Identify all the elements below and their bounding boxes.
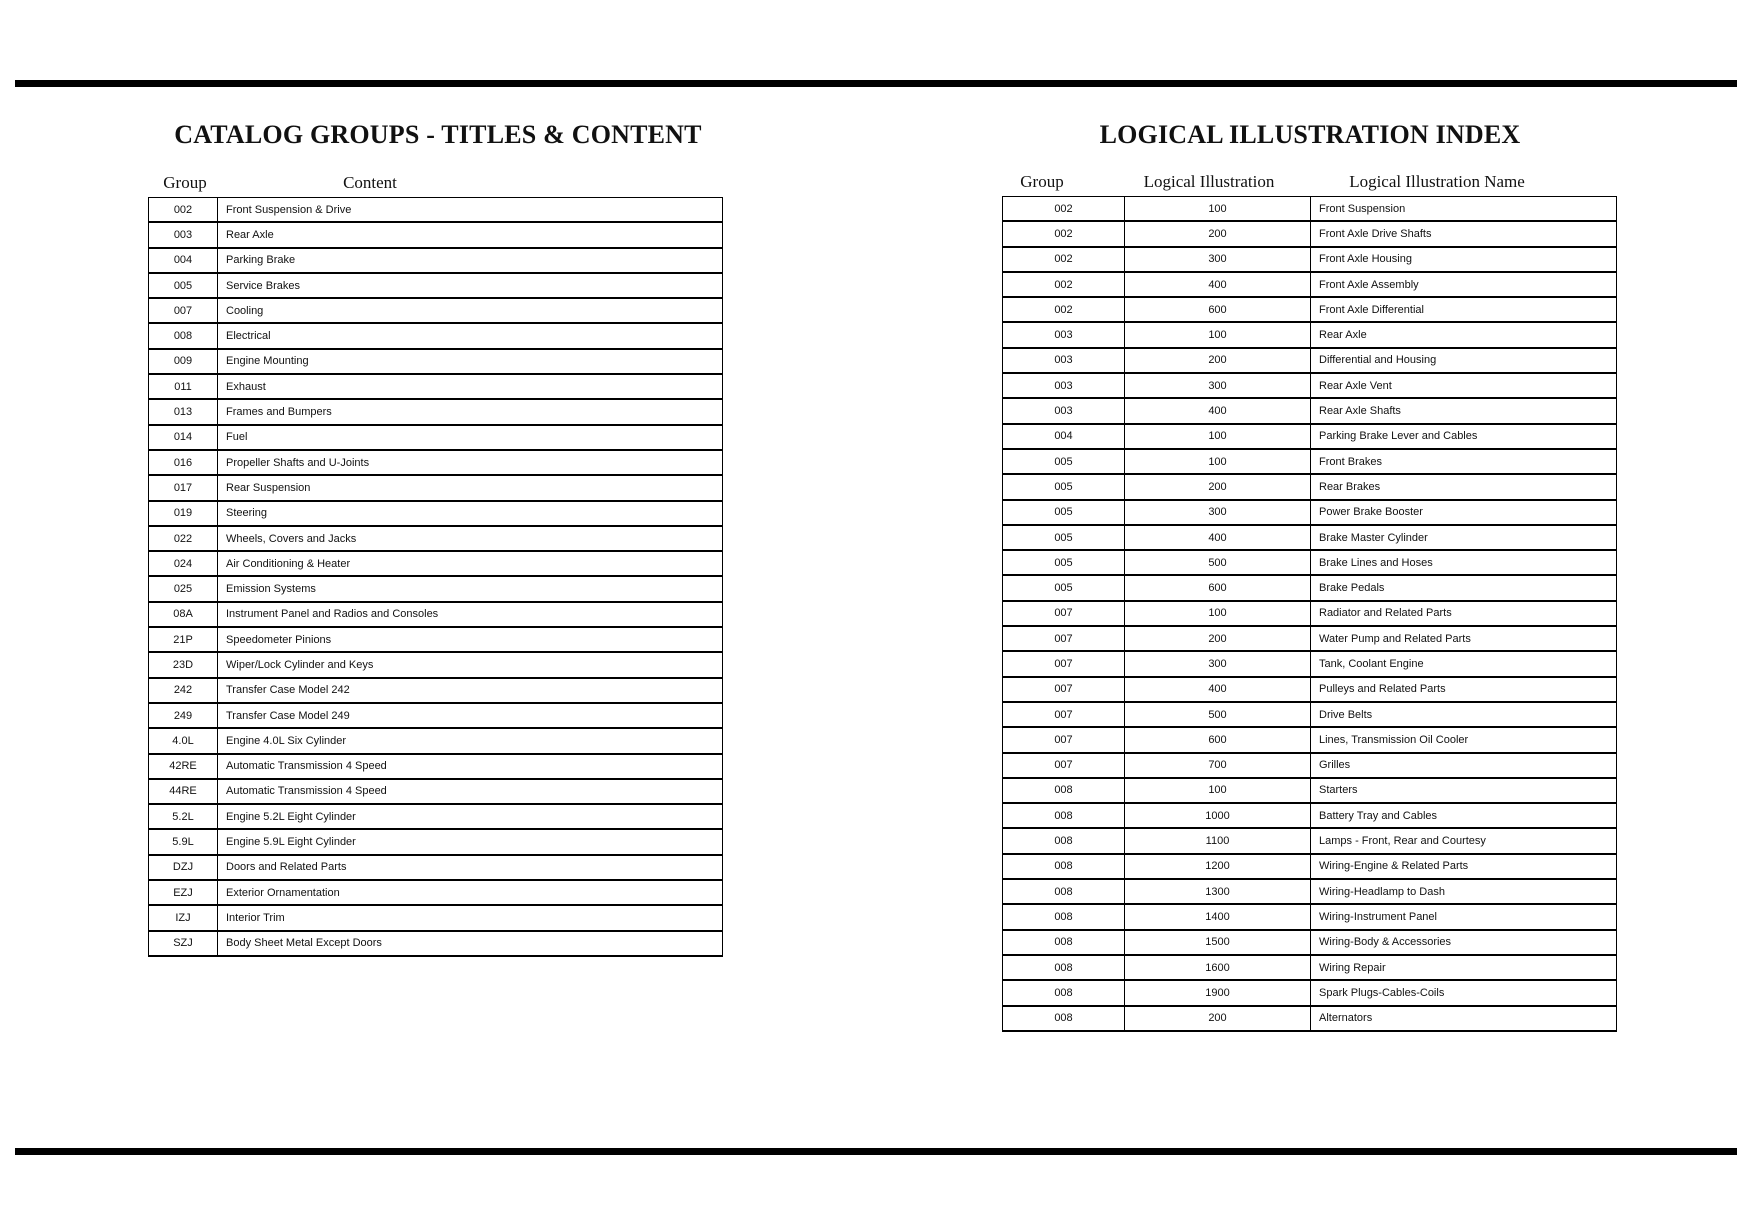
group-cell: 003: [1003, 322, 1125, 347]
table-row: [149, 273, 723, 298]
content-cell: Engine 5.9L Eight Cylinder: [218, 829, 723, 854]
group-cell: 008: [1003, 879, 1125, 904]
group-cell: 008: [1003, 1006, 1125, 1031]
illustration-name-cell: Brake Master Cylinder: [1311, 525, 1617, 550]
content-cell: Exhaust: [218, 374, 723, 399]
table-row: [1003, 449, 1617, 474]
illustration-name-cell: Rear Axle: [1311, 322, 1617, 347]
illustration-cell: 1200: [1125, 854, 1311, 879]
illustration-cell: 500: [1125, 550, 1311, 575]
table-row: [1003, 828, 1617, 853]
content-cell: Fuel: [218, 425, 723, 450]
illustration-cell: 1500: [1125, 930, 1311, 955]
group-cell: 008: [1003, 828, 1125, 853]
group-cell: 008: [1003, 803, 1125, 828]
illustration-name-cell: Tank, Coolant Engine: [1311, 651, 1617, 676]
table-row: [149, 248, 723, 273]
group-cell: 007: [149, 298, 218, 323]
illustration-cell: 200: [1125, 348, 1311, 373]
table-row: [1003, 854, 1617, 879]
illustration-name-cell: Rear Axle Vent: [1311, 373, 1617, 398]
table-row: [1003, 1006, 1617, 1031]
illustration-name-cell: Brake Pedals: [1311, 575, 1617, 600]
table-row: [1003, 601, 1617, 626]
illustration-name-cell: Rear Axle Shafts: [1311, 398, 1617, 423]
group-cell: 014: [149, 425, 218, 450]
content-cell: Transfer Case Model 242: [218, 678, 723, 703]
group-cell: 008: [1003, 778, 1125, 803]
illustration-cell: 300: [1125, 651, 1311, 676]
table-row: [149, 678, 723, 703]
illustration-cell: 700: [1125, 753, 1311, 778]
illustration-cell: 100: [1125, 449, 1311, 474]
table-row: [149, 298, 723, 323]
illustration-name-cell: Wiring-Headlamp to Dash: [1311, 879, 1617, 904]
illustration-name-cell: Wiring Repair: [1311, 955, 1617, 980]
group-cell: 007: [1003, 727, 1125, 752]
table-row: [1003, 753, 1617, 778]
group-cell: 007: [1003, 601, 1125, 626]
table-row: [1003, 778, 1617, 803]
illustration-name-cell: Water Pump and Related Parts: [1311, 626, 1617, 651]
table-row: [1003, 424, 1617, 449]
table-row: [1003, 322, 1617, 347]
bottom-rule: [15, 1148, 1737, 1155]
illustration-cell: 500: [1125, 702, 1311, 727]
group-cell: 005: [1003, 474, 1125, 499]
illustration-cell: 100: [1125, 197, 1311, 222]
group-cell: SZJ: [149, 931, 218, 956]
table-row: [1003, 525, 1617, 550]
table-row: [149, 450, 723, 475]
table-row: [1003, 247, 1617, 272]
group-cell: 249: [149, 703, 218, 728]
logical-illustration-table: [1002, 196, 1617, 1032]
content-cell: Cooling: [218, 298, 723, 323]
illustration-name-cell: Differential and Housing: [1311, 348, 1617, 373]
illustration-cell: 400: [1125, 677, 1311, 702]
table-row: [149, 501, 723, 526]
illustration-cell: 200: [1125, 626, 1311, 651]
table-row: [149, 349, 723, 374]
left-header-group: Group: [163, 173, 207, 192]
content-cell: Wheels, Covers and Jacks: [218, 526, 723, 551]
table-row: [149, 880, 723, 905]
table-row: [149, 652, 723, 677]
group-cell: 019: [149, 501, 218, 526]
left-header-content: Content: [343, 173, 397, 192]
illustration-cell: 1400: [1125, 904, 1311, 929]
table-row: [1003, 575, 1617, 600]
group-cell: 007: [1003, 702, 1125, 727]
content-cell: Speedometer Pinions: [218, 627, 723, 652]
group-cell: 005: [1003, 500, 1125, 525]
illustration-cell: 1600: [1125, 955, 1311, 980]
group-cell: 007: [1003, 626, 1125, 651]
catalog-groups-table: [148, 197, 723, 957]
table-row: [149, 399, 723, 424]
catalog-groups-title: CATALOG GROUPS - TITLES & CONTENT: [174, 120, 702, 149]
illustration-name-cell: Parking Brake Lever and Cables: [1311, 424, 1617, 449]
table-row: [1003, 677, 1617, 702]
group-cell: 004: [149, 248, 218, 273]
illustration-name-cell: Lamps - Front, Rear and Courtesy: [1311, 828, 1617, 853]
group-cell: 005: [1003, 575, 1125, 600]
illustration-cell: 200: [1125, 474, 1311, 499]
table-row: [1003, 474, 1617, 499]
group-cell: 23D: [149, 652, 218, 677]
content-cell: Emission Systems: [218, 576, 723, 601]
content-cell: Instrument Panel and Radios and Consoles: [218, 602, 723, 627]
table-row: [149, 425, 723, 450]
illustration-cell: 1300: [1125, 879, 1311, 904]
table-row: [149, 829, 723, 854]
illustration-cell: 100: [1125, 424, 1311, 449]
content-cell: Engine Mounting: [218, 349, 723, 374]
group-cell: 011: [149, 374, 218, 399]
illustration-cell: 100: [1125, 322, 1311, 347]
group-cell: 017: [149, 475, 218, 500]
table-row: [149, 374, 723, 399]
group-cell: EZJ: [149, 880, 218, 905]
table-row: [1003, 727, 1617, 752]
table-row: [149, 602, 723, 627]
content-cell: Engine 4.0L Six Cylinder: [218, 728, 723, 753]
group-cell: 013: [149, 399, 218, 424]
table-row: [1003, 904, 1617, 929]
illustration-name-cell: Radiator and Related Parts: [1311, 601, 1617, 626]
table-row: [149, 728, 723, 753]
group-cell: 025: [149, 576, 218, 601]
group-cell: 005: [1003, 525, 1125, 550]
group-cell: 5.2L: [149, 804, 218, 829]
table-row: [149, 576, 723, 601]
illustration-name-cell: Wiring-Engine & Related Parts: [1311, 854, 1617, 879]
group-cell: 008: [1003, 955, 1125, 980]
table-row: [149, 475, 723, 500]
illustration-name-cell: Battery Tray and Cables: [1311, 803, 1617, 828]
group-cell: 008: [1003, 930, 1125, 955]
table-row: [1003, 879, 1617, 904]
group-cell: 002: [1003, 297, 1125, 322]
group-cell: 002: [1003, 197, 1125, 222]
table-row: [1003, 221, 1617, 246]
illustration-cell: 300: [1125, 500, 1311, 525]
illustration-name-cell: Rear Brakes: [1311, 474, 1617, 499]
table-row: [1003, 373, 1617, 398]
illustration-name-cell: Starters: [1311, 778, 1617, 803]
illustration-cell: 600: [1125, 575, 1311, 600]
table-row: [1003, 930, 1617, 955]
top-rule: [15, 80, 1737, 87]
illustration-name-cell: Alternators: [1311, 1006, 1617, 1031]
illustration-cell: 600: [1125, 727, 1311, 752]
group-cell: 003: [1003, 398, 1125, 423]
illustration-cell: 100: [1125, 601, 1311, 626]
table-row: [1003, 197, 1617, 222]
illustration-cell: 200: [1125, 221, 1311, 246]
group-cell: 016: [149, 450, 218, 475]
table-row: [1003, 500, 1617, 525]
illustration-cell: 600: [1125, 297, 1311, 322]
illustration-cell: 400: [1125, 272, 1311, 297]
content-cell: Exterior Ornamentation: [218, 880, 723, 905]
group-cell: 003: [1003, 348, 1125, 373]
table-row: [149, 931, 723, 956]
group-cell: 002: [1003, 272, 1125, 297]
illustration-name-cell: Wiring-Instrument Panel: [1311, 904, 1617, 929]
table-row: [149, 323, 723, 348]
group-cell: 44RE: [149, 779, 218, 804]
content-cell: Rear Suspension: [218, 475, 723, 500]
illustration-name-cell: Front Suspension: [1311, 197, 1617, 222]
table-row: [1003, 272, 1617, 297]
table-row: [1003, 550, 1617, 575]
logical-illustration-index-title: LOGICAL ILLUSTRATION INDEX: [1099, 120, 1521, 149]
group-cell: 08A: [149, 602, 218, 627]
table-row: [149, 703, 723, 728]
illustration-name-cell: Front Brakes: [1311, 449, 1617, 474]
illustration-name-cell: Spark Plugs-Cables-Coils: [1311, 980, 1617, 1005]
content-cell: Steering: [218, 501, 723, 526]
table-row: [149, 526, 723, 551]
group-cell: 008: [1003, 904, 1125, 929]
content-cell: Air Conditioning & Heater: [218, 551, 723, 576]
content-cell: Wiper/Lock Cylinder and Keys: [218, 652, 723, 677]
illustration-cell: 1900: [1125, 980, 1311, 1005]
table-row: [149, 905, 723, 930]
illustration-name-cell: Grilles: [1311, 753, 1617, 778]
table-row: [1003, 398, 1617, 423]
illustration-name-cell: Drive Belts: [1311, 702, 1617, 727]
group-cell: 242: [149, 678, 218, 703]
illustration-name-cell: Brake Lines and Hoses: [1311, 550, 1617, 575]
group-cell: 007: [1003, 651, 1125, 676]
table-row: [149, 855, 723, 880]
illustration-cell: 300: [1125, 247, 1311, 272]
group-cell: 002: [149, 198, 218, 223]
illustration-name-cell: Front Axle Assembly: [1311, 272, 1617, 297]
group-cell: 42RE: [149, 754, 218, 779]
table-row: [1003, 651, 1617, 676]
content-cell: Body Sheet Metal Except Doors: [218, 931, 723, 956]
group-cell: 008: [1003, 980, 1125, 1005]
group-cell: 004: [1003, 424, 1125, 449]
table-row: [149, 754, 723, 779]
table-row: [1003, 980, 1617, 1005]
table-row: [1003, 348, 1617, 373]
content-cell: Frames and Bumpers: [218, 399, 723, 424]
table-row: [149, 779, 723, 804]
right-header-name: Logical Illustration Name: [1349, 172, 1525, 191]
illustration-name-cell: Power Brake Booster: [1311, 500, 1617, 525]
illustration-name-cell: Wiring-Body & Accessories: [1311, 930, 1617, 955]
group-cell: 007: [1003, 753, 1125, 778]
group-cell: 005: [1003, 449, 1125, 474]
content-cell: Propeller Shafts and U-Joints: [218, 450, 723, 475]
group-cell: 002: [1003, 247, 1125, 272]
group-cell: 008: [149, 323, 218, 348]
table-row: [149, 198, 723, 223]
illustration-cell: 100: [1125, 778, 1311, 803]
group-cell: 21P: [149, 627, 218, 652]
table-row: [1003, 626, 1617, 651]
illustration-cell: 200: [1125, 1006, 1311, 1031]
content-cell: Interior Trim: [218, 905, 723, 930]
illustration-name-cell: Front Axle Housing: [1311, 247, 1617, 272]
illustration-cell: 300: [1125, 373, 1311, 398]
table-row: [1003, 803, 1617, 828]
group-cell: 4.0L: [149, 728, 218, 753]
content-cell: Front Suspension & Drive: [218, 198, 723, 223]
table-row: [1003, 955, 1617, 980]
illustration-cell: 400: [1125, 398, 1311, 423]
group-cell: 024: [149, 551, 218, 576]
content-cell: Doors and Related Parts: [218, 855, 723, 880]
group-cell: 009: [149, 349, 218, 374]
group-cell: DZJ: [149, 855, 218, 880]
group-cell: 007: [1003, 677, 1125, 702]
illustration-name-cell: Front Axle Differential: [1311, 297, 1617, 322]
illustration-name-cell: Front Axle Drive Shafts: [1311, 221, 1617, 246]
table-row: [1003, 702, 1617, 727]
illustration-cell: 400: [1125, 525, 1311, 550]
group-cell: 022: [149, 526, 218, 551]
content-cell: Transfer Case Model 249: [218, 703, 723, 728]
group-cell: 002: [1003, 221, 1125, 246]
group-cell: 5.9L: [149, 829, 218, 854]
content-cell: Rear Axle: [218, 222, 723, 247]
content-cell: Service Brakes: [218, 273, 723, 298]
group-cell: IZJ: [149, 905, 218, 930]
illustration-name-cell: Pulleys and Related Parts: [1311, 677, 1617, 702]
content-cell: Engine 5.2L Eight Cylinder: [218, 804, 723, 829]
group-cell: 003: [149, 222, 218, 247]
right-header-group: Group: [1020, 172, 1064, 191]
table-row: [149, 222, 723, 247]
right-header-illustration: Logical Illustration: [1143, 172, 1275, 191]
table-row: [149, 551, 723, 576]
content-cell: Electrical: [218, 323, 723, 348]
content-cell: Automatic Transmission 4 Speed: [218, 754, 723, 779]
group-cell: 008: [1003, 854, 1125, 879]
illustration-name-cell: Lines, Transmission Oil Cooler: [1311, 727, 1617, 752]
table-row: [149, 627, 723, 652]
group-cell: 005: [1003, 550, 1125, 575]
group-cell: 003: [1003, 373, 1125, 398]
content-cell: Automatic Transmission 4 Speed: [218, 779, 723, 804]
illustration-cell: 1100: [1125, 828, 1311, 853]
table-row: [1003, 297, 1617, 322]
illustration-cell: 1000: [1125, 803, 1311, 828]
table-row: [149, 804, 723, 829]
content-cell: Parking Brake: [218, 248, 723, 273]
group-cell: 005: [149, 273, 218, 298]
